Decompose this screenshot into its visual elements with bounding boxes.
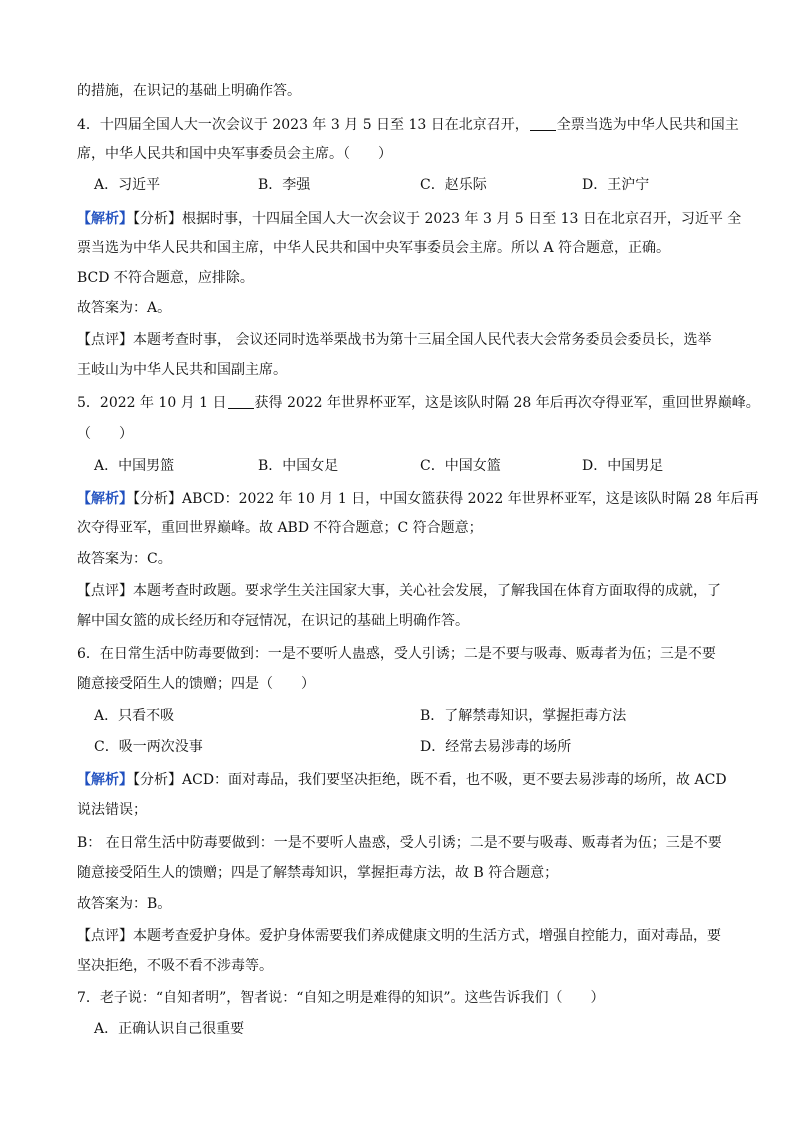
text-line: BCD 不符合题意，应排除。 — [77, 270, 254, 286]
analysis-tag: 【解析】 — [77, 491, 133, 507]
q5-option-c: C．中国女篮 — [420, 458, 501, 474]
text-line: 票当选为中华人民共和国主席，中华人民共和国中央军事委员会主席。所以 A 符合题意，正确。 — [77, 240, 671, 256]
q4-analysis: 【解析】【分析】根据时事，十四届全国人大一次会议于 2023 年 3 月 5 日至 13 日在北京召开，习近平 全 — [77, 211, 742, 227]
text-line: 坚决拒绝，不吸不看不涉毒等。 — [77, 958, 273, 974]
q6-option-b: B．了解禁毒知识，掌握拒毒方法 — [420, 708, 627, 724]
q4-option-b: B．李强 — [258, 177, 311, 193]
text-line: 解中国女篮的成长经历和夺冠情况，在识记的基础上明确作答。 — [77, 613, 469, 629]
q6-option-c: C．吸一两次没事 — [94, 739, 203, 755]
analysis-tag: 【解析】 — [77, 772, 133, 788]
q4-comment: 【点评】本题考查时事， 会议还同时选举栗战书为第十三届全国人民代表大会常务委员会委员长，选举 — [77, 332, 712, 348]
answer-blank — [530, 116, 556, 131]
q5-answer: 故答案为：C。 — [77, 551, 172, 567]
q4-option-d: D．王沪宁 — [582, 177, 650, 193]
q4-answer: 故答案为：A。 — [77, 300, 172, 316]
question-5-stem-cont: （ ） — [77, 426, 133, 442]
text-line: 次夺得亚军，重回世界巅峰。故 ABD 不符合题意；C 符合题意； — [77, 520, 483, 536]
fenxi-tag: 【分析】 — [133, 491, 182, 507]
question-6-stem: 6．在日常生活中防毒要做到：一是不要听人蛊惑，受人引诱；二是不要与吸毒、贩毒者为伍；三是不要 — [77, 646, 716, 662]
comment-tag: 【点评】 — [77, 583, 133, 599]
comment-tag: 【点评】 — [77, 332, 133, 348]
q7-option-a: A．正确认识自己很重要 — [94, 1021, 245, 1037]
q4-option-c: C．赵乐际 — [420, 177, 487, 193]
text-line: 说法错误； — [77, 802, 147, 818]
q4-option-a: A．习近平 — [94, 177, 161, 193]
fenxi-tag: 【分析】 — [133, 211, 182, 227]
q5-option-d: D．中国男足 — [582, 458, 664, 474]
q6-analysis: 【解析】【分析】ACD：面对毒品，我们要坚决拒绝，既不看，也不吸，更不要去易涉毒的场所，故 ACD — [77, 772, 727, 788]
fenxi-tag: 【分析】 — [133, 772, 182, 788]
answer-blank — [228, 394, 254, 409]
q6-answer: 故答案为：B。 — [77, 896, 172, 912]
q5-option-b: B．中国女足 — [258, 458, 339, 474]
q5-option-a: A．中国男篮 — [94, 458, 175, 474]
text-line: 随意接受陌生人的馈赠；四是了解禁毒知识，掌握拒毒方法，故 B 符合题意； — [77, 865, 559, 881]
q6-option-a: A．只看不吸 — [94, 708, 175, 724]
question-5-stem: 5．2022 年 10 月 1 日 获得 2022 年世界杯亚军，这是该队时隔 28 年后再次夺得亚军，重回世界巅峰。 — [77, 395, 760, 411]
question-4-stem: 4．十四届全国人大一次会议于 2023 年 3 月 5 日至 13 日在北京召开， 全票当选为中华人民共和国主 — [77, 117, 739, 133]
comment-tag: 【点评】 — [77, 928, 133, 944]
q6-comment: 【点评】本题考查爱护身体。爱护身体需要我们养成健康文明的生活方式，增强自控能力，面对毒品，要 — [77, 928, 721, 944]
q5-comment: 【点评】本题考查时政题。要求学生关注国家大事，关心社会发展，了解我国在体育方面取得的成就，了 — [77, 583, 721, 599]
question-7-stem: 7．老子说：“自知者明”，智者说：“自知之明是难得的知识”。这些告诉我们（ ） — [77, 990, 605, 1006]
q5-analysis: 【解析】【分析】ABCD：2022 年 10 月 1 日，中国女篮获得 2022 年世界杯亚军，这是该队时隔 28 年后再 — [77, 491, 759, 507]
text-line: 的措施，在识记的基础上明确作答。 — [77, 83, 301, 99]
analysis-tag: 【解析】 — [77, 211, 133, 227]
text-line: B： 在日常生活中防毒要做到：一是不要听人蛊惑，受人引诱；二是不要与吸毒、贩毒者为伍；三是不要 — [77, 835, 722, 851]
text-line: 王岐山为中华人民共和国副主席。 — [77, 362, 287, 378]
question-6-stem-cont: 随意接受陌生人的馈赠；四是（ ） — [77, 676, 315, 692]
q6-option-d: D．经常去易涉毒的场所 — [420, 739, 572, 755]
question-4-stem-cont: 席，中华人民共和国中央军事委员会主席。（ ） — [77, 146, 392, 162]
